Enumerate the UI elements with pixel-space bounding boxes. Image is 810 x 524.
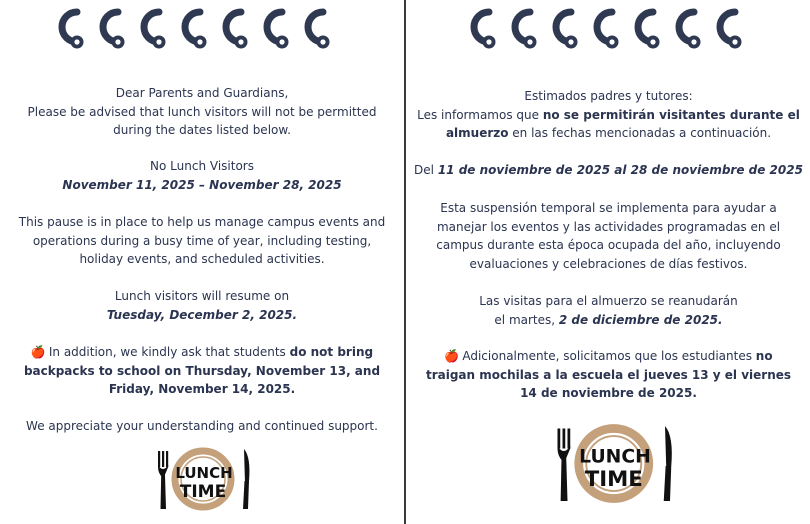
no-visitors-heading: No Lunch Visitors xyxy=(150,159,254,173)
spanish-notice xyxy=(407,0,810,524)
no-visitors-block xyxy=(0,157,404,194)
binder-ring-icon xyxy=(556,12,578,49)
binder-ring-icon xyxy=(597,12,619,49)
lunch-time-logo xyxy=(148,447,260,515)
resume-block: Las visitas para el almuerzo se reanudarán el martes, 2 de diciembre de 2025. xyxy=(479,294,738,327)
svg-text:LUNCH: LUNCH xyxy=(579,446,651,468)
binder-ring-icon xyxy=(308,12,330,49)
pause-paragraph: Esta suspensión temporal se implementa para ayudar a manejar los eventos y las actividades programadas en el campus durante esta época ocupada del año, incluyendo evaluaciones y celebraciones de días festivos. xyxy=(436,201,781,271)
binder-ring-icon xyxy=(267,12,289,49)
svg-text:TIME: TIME xyxy=(179,482,227,502)
resume-block: Lunch visitors will resume on Tuesday, December 2, 2025. xyxy=(106,289,298,322)
resume-date: 2 de diciembre de 2025. xyxy=(558,312,723,327)
svg-text:LUNCH: LUNCH xyxy=(175,464,233,482)
backpack-notice: 🍎 In addition, we kindly ask that students do not bring backpacks to school on Thursday, November 13, and Friday, November 14, 2025. xyxy=(23,345,381,397)
closing-line: We appreciate your understanding and continued support. xyxy=(26,419,378,433)
binder-rings xyxy=(464,6,754,60)
binder-rings xyxy=(52,6,342,60)
binder-ring-icon xyxy=(515,12,537,49)
lunch-time-logo xyxy=(545,418,685,514)
binder-ring-icon xyxy=(144,12,166,49)
apple-icon: 🍎 xyxy=(30,345,46,359)
greeting: Dear Parents and Guardians, Please be advised that lunch visitors will not be permitted during the dates listed below. xyxy=(27,86,377,138)
binder-ring-icon xyxy=(226,12,248,49)
dates-line: Del 11 de noviembre de 2025 al 28 de noviembre de 2025 xyxy=(414,163,803,177)
binder-ring-icon xyxy=(679,12,701,49)
binder-ring-icon xyxy=(720,12,742,49)
svg-text:TIME: TIME xyxy=(584,467,643,492)
binder-ring-icon xyxy=(103,12,125,49)
binder-ring-icon xyxy=(62,12,84,49)
binder-ring-icon xyxy=(185,12,207,49)
backpack-notice: 🍎 Adicionalmente, solicitamos que los estudiantes no traigan mochilas a la escuela el jueves 13 y el viernes 14 de noviembre de 2025. xyxy=(425,349,792,401)
greeting: Estimados padres y tutores: Les informamos que no se permitirán visitantes durante el almuerzo en las fechas mencionadas a continuación. xyxy=(417,89,800,141)
english-notice xyxy=(0,0,404,524)
column-divider xyxy=(404,0,406,524)
no-visitors-dates: November 11, 2025 – November 28, 2025 xyxy=(62,177,342,192)
apple-icon: 🍎 xyxy=(444,349,460,363)
binder-ring-icon xyxy=(638,12,660,49)
binder-ring-icon xyxy=(474,12,496,49)
resume-date: Tuesday, December 2, 2025. xyxy=(106,307,298,322)
pause-paragraph: This pause is in place to help us manage campus events and operations during a busy time of year, including testing, holiday events, and scheduled activities. xyxy=(18,215,386,267)
